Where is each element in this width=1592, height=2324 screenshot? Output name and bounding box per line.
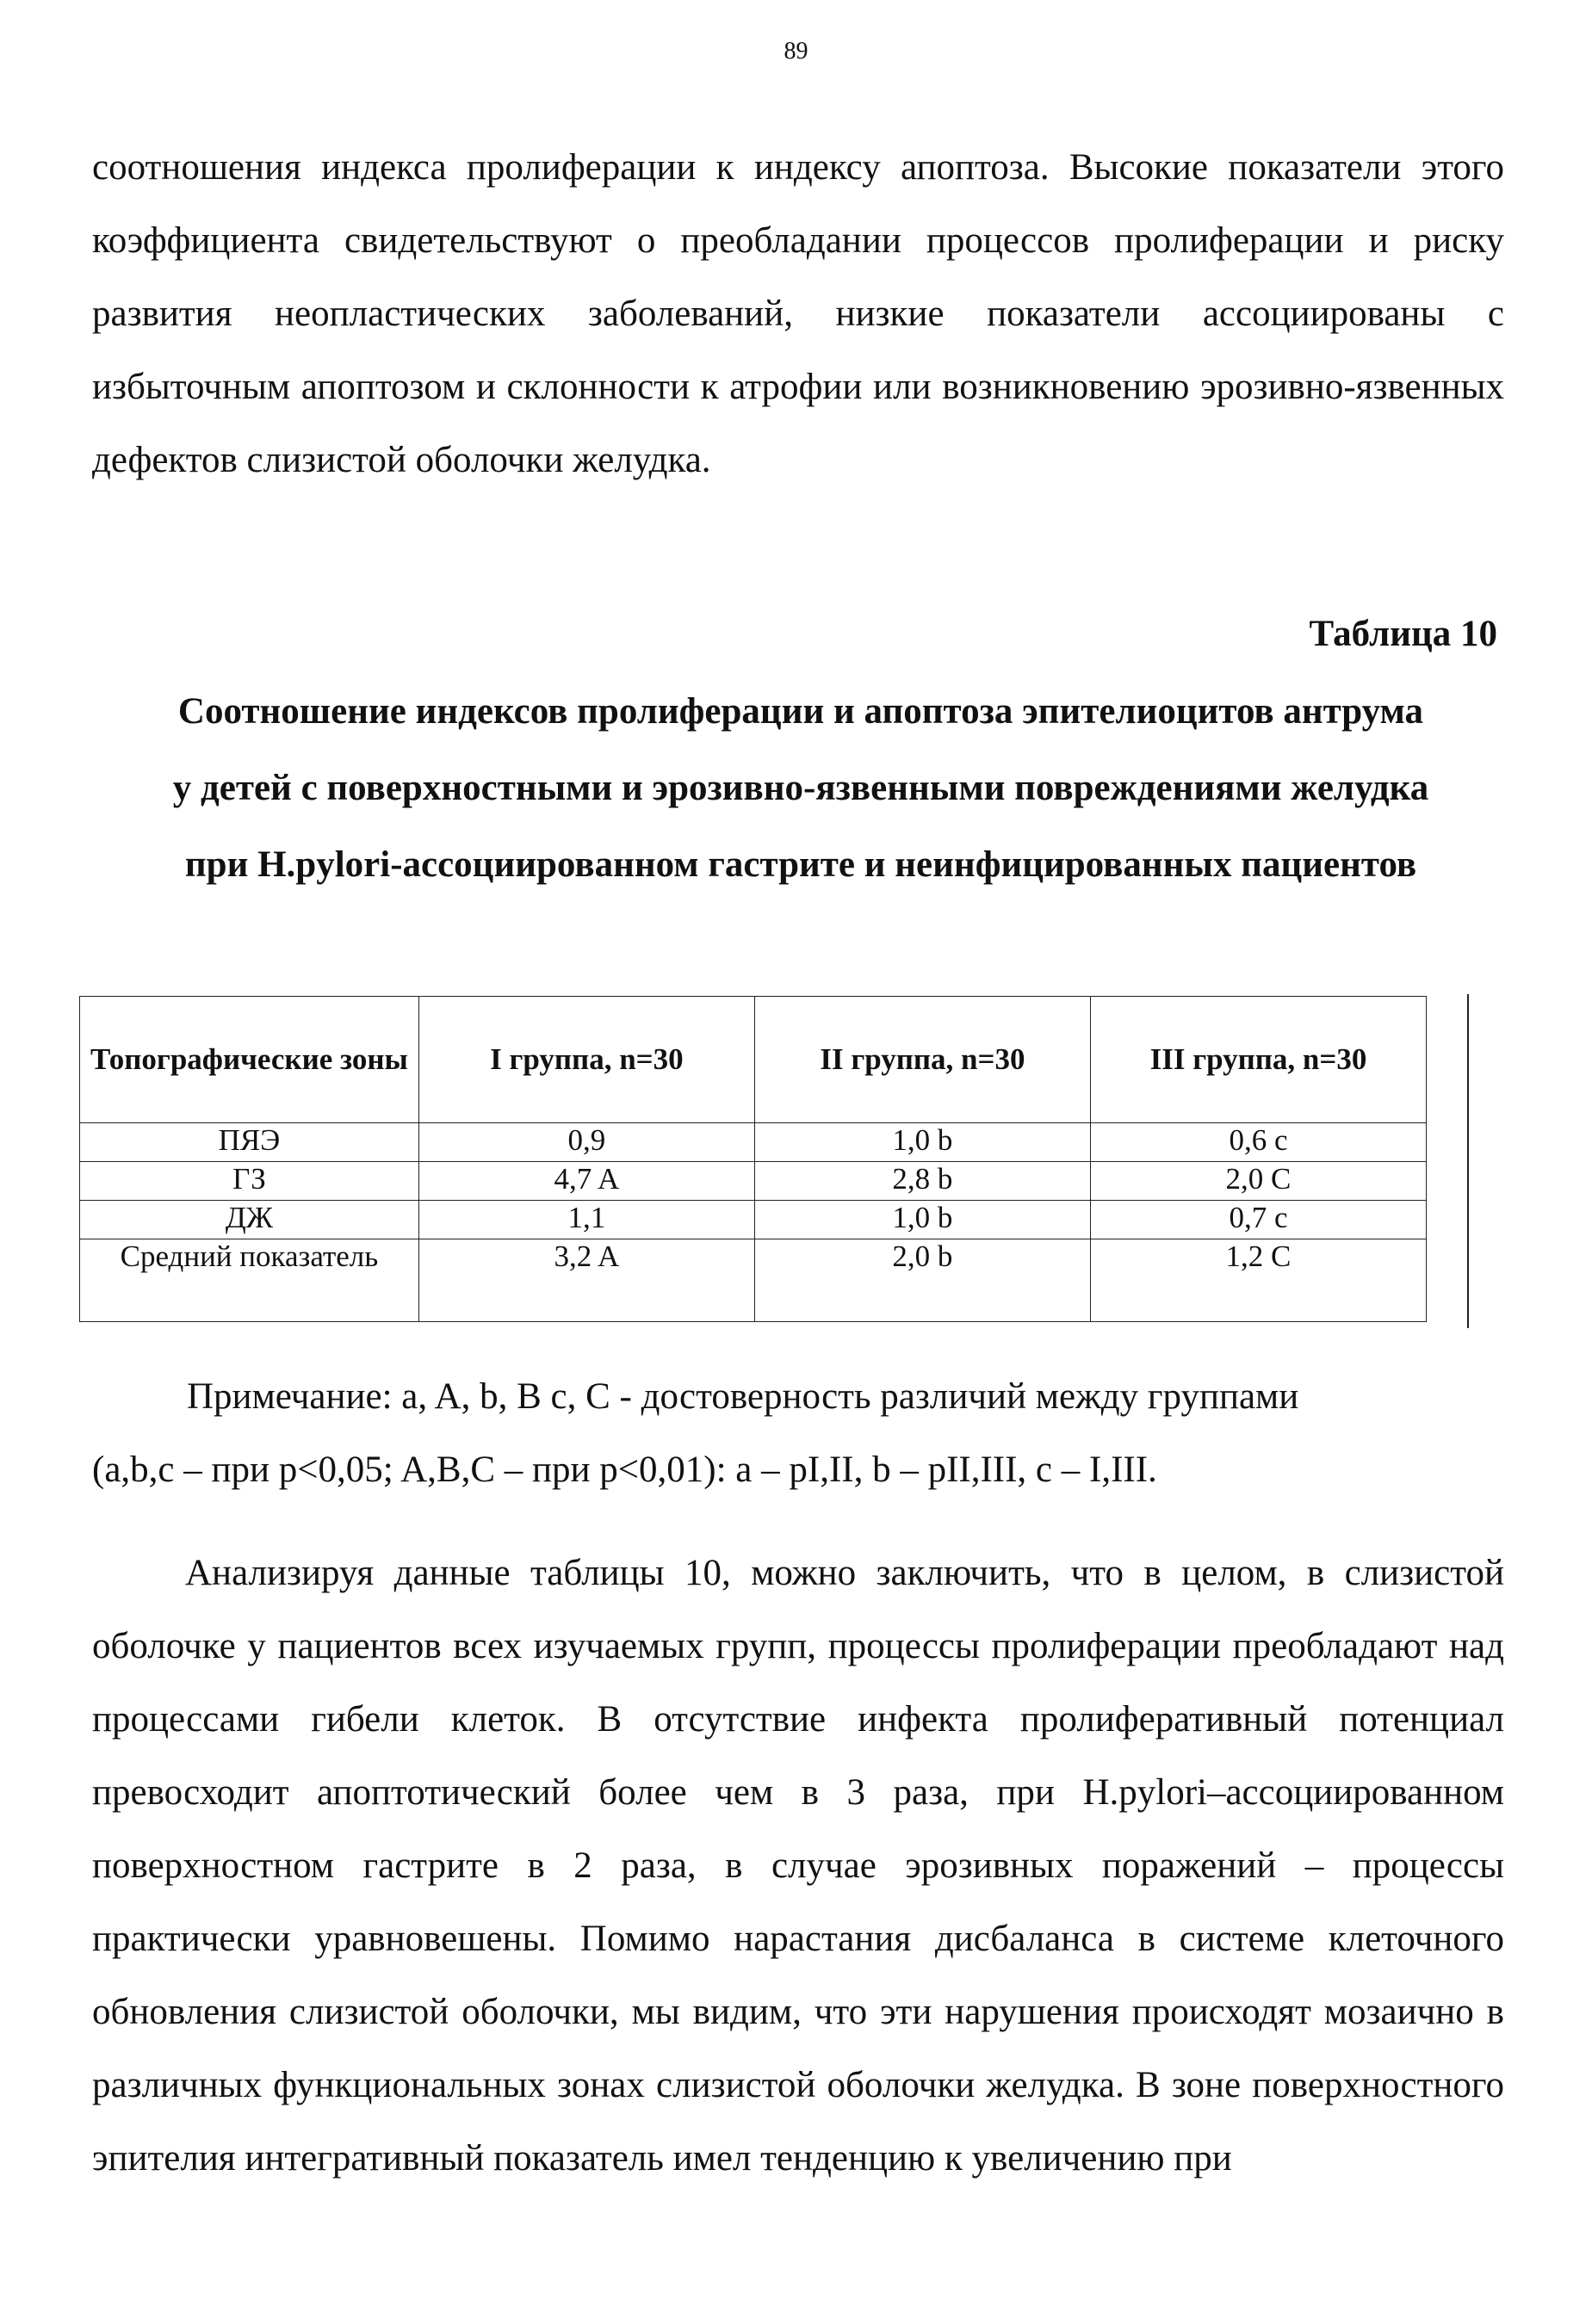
note-line: Примечание: a, A, b, B c, C - достоверность различий между группами bbox=[187, 1376, 1299, 1417]
cell-group-3: 1,2 C bbox=[1090, 1239, 1426, 1322]
table-label: Таблица 10 bbox=[1309, 614, 1497, 654]
cell-zone: ДЖ bbox=[80, 1201, 419, 1239]
header-group-1: I группа, n=30 bbox=[418, 997, 754, 1123]
header-group-2: II группа, n=30 bbox=[754, 997, 1090, 1123]
cell-group-1: 3,2 A bbox=[418, 1239, 754, 1322]
table-row bbox=[80, 1123, 1427, 1162]
table-row bbox=[80, 1201, 1427, 1239]
results-table bbox=[79, 996, 1427, 1322]
paragraph-analysis-text: Анализируя данные таблицы 10, можно заключить, что в целом, в слизистой оболочке у пациентов всех изучаемых групп, процессы пролиферации преобладают над процессами гибели клеток. В отсутствие инфекта пролиферативный потенциал превосходит апоптотический более чем в 3 раза, при H.pylori–ассоциированном поверхностном гастрите в 2 раза, в случае эрозивных поражений – процессы практически уравновешены. Помимо нарастания дисбаланса в системе клеточного обновления слизистой оболочки, мы видим, что эти нарушения происходят мозаично в различных функциональных зонах слизистой оболочки желудка. В зоне поверхностного эпителия интегративный показатель имел тенденцию к увеличению при bbox=[92, 1553, 1504, 2179]
page-number: 89 bbox=[784, 38, 808, 65]
table-title bbox=[86, 673, 1515, 903]
header-group-3: III группа, n=30 bbox=[1090, 997, 1426, 1123]
table-title-line: у детей с поверхностными и эрозивно-язвенными повреждениями желудка bbox=[172, 768, 1429, 808]
paragraph-analysis bbox=[92, 1536, 1504, 2195]
cell-group-2: 1,0 b bbox=[754, 1201, 1090, 1239]
table-title-line: при H.pylori-ассоциированном гастрите и неинфицированных пациентов bbox=[184, 844, 1417, 885]
cell-group-3: 0,6 c bbox=[1090, 1123, 1426, 1162]
table-note bbox=[92, 1360, 1504, 1506]
cell-group-1: 0,9 bbox=[418, 1123, 754, 1162]
table-right-border bbox=[1467, 994, 1469, 1328]
cell-group-3: 2,0 C bbox=[1090, 1162, 1426, 1201]
cell-group-3: 0,7 c bbox=[1090, 1201, 1426, 1239]
note-line: (a,b,c – при p<0,05; A,B,C – при p<0,01): a – pI,II, b – pII,III, c – I,III. bbox=[92, 1449, 1157, 1490]
table-row bbox=[80, 1162, 1427, 1201]
cell-group-2: 2,8 b bbox=[754, 1162, 1090, 1201]
table-header-row bbox=[80, 997, 1427, 1123]
cell-zone: Средний показатель bbox=[80, 1239, 419, 1322]
cell-group-2: 1,0 b bbox=[754, 1123, 1090, 1162]
paragraph-intro bbox=[92, 131, 1504, 497]
table-title-line: Соотношение индексов пролиферации и апоптоза эпителиоцитов антрума bbox=[177, 691, 1424, 732]
table-row bbox=[80, 1239, 1427, 1322]
cell-group-1: 4,7 A bbox=[418, 1162, 754, 1201]
cell-group-2: 2,0 b bbox=[754, 1239, 1090, 1322]
cell-group-1: 1,1 bbox=[418, 1201, 754, 1239]
cell-zone: ПЯЭ bbox=[80, 1123, 419, 1162]
header-topographic-zones: Топографические зоны bbox=[80, 997, 419, 1123]
paragraph-intro-text: соотношения индекса пролиферации к индексу апоптоза. Высокие показатели этого коэффициента свидетельствуют о преобладании процессов пролиферации и риску развития неопластических заболеваний, низкие показатели ассоциированы с избыточным апоптозом и склонности к атрофии или возникновению эрозивно-язвенных дефектов слизистой оболочки желудка. bbox=[92, 147, 1504, 480]
cell-zone: ГЗ bbox=[80, 1162, 419, 1201]
